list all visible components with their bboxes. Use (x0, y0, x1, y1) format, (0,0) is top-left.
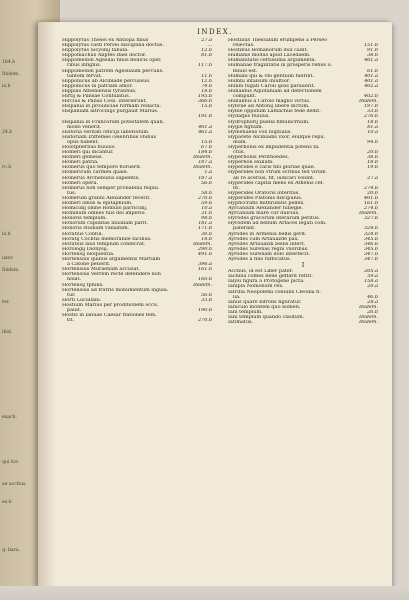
index-entry-reference: 74.b (201, 83, 212, 89)
index-entry-reference: 20.b (367, 190, 378, 196)
index-entry-text: Hippolytus Sicyonij fabula. (62, 48, 129, 54)
index-entry-text: Hyperides non vtrum scribus fed virum (228, 170, 326, 176)
index-entry-text: Hyperbolus Perithoedes. (228, 155, 290, 161)
index-entry-text: Honoris templum. (62, 216, 107, 222)
index-entry-reference: 171.b (197, 226, 212, 232)
index-entry-text: Hortensius quibus argumentis Martiam (62, 257, 161, 263)
index-entry-text: Humanitatis certissima argumenta. (228, 58, 317, 64)
index-entry (228, 320, 378, 325)
index-entry-text: opus habent. (67, 139, 100, 145)
index-entry-text: Homeri omus & epitaphium. (62, 201, 133, 206)
index-entry-reference: 19.b (367, 165, 378, 171)
index-entry-text: a Catone petierit. (67, 262, 111, 268)
index-entry-reference: 401.a (364, 58, 378, 64)
index-entry-text: Iachina comes bene geffarit rettit. (228, 274, 313, 280)
facing-page-fragment: ez.b (2, 500, 12, 505)
index-entry-reference: 38.b (367, 53, 378, 59)
index-entry-reference: Ibidem. (193, 165, 212, 171)
index-entry-text: Acchus, id est Liber pater. (228, 269, 294, 275)
index-entry-text: Homerus Archebulus sapientis. (62, 175, 140, 181)
index-entry-reference: 15.b (201, 139, 212, 145)
index-entry-reference: 190.b (197, 307, 212, 313)
index-entry-reference: 324.b (363, 231, 378, 237)
facing-page-fragment: exach. (2, 415, 18, 420)
index-entry-text: Honoris studium vanadum. (62, 226, 130, 232)
index-entry-reference: 161.b (363, 201, 378, 206)
index-entry-reference: 18.b (367, 119, 378, 125)
index-entry-reference: 491.b (197, 251, 212, 257)
index-entry-text: Homerus quo tempore floruerit. (62, 165, 142, 171)
index-entry-text: Hydafpis fluuius. (228, 114, 270, 120)
index-entry-reference: 401.b (363, 195, 378, 201)
index-entry-reference: 274.b (363, 185, 378, 191)
index-entry-reference: 324.b (363, 226, 378, 232)
index-entry-reference: 67.b (201, 144, 212, 150)
index-entry-reference: 61.b (367, 68, 378, 74)
index-entry-text: Iatimatus. (228, 320, 254, 326)
index-entry-text: Humani qui & vbi gentium fuerint. (228, 73, 315, 79)
index-entry-reference: 187.a (198, 175, 212, 181)
index-entry (62, 318, 212, 323)
running-head: INDEX. (197, 28, 233, 36)
facing-page-fragment: Ibidem. (2, 268, 20, 273)
index-entry-text: Homerum granni Alexander fecerit. (62, 195, 151, 201)
index-entry-reference: 347.b (363, 251, 378, 257)
index-entry-text: bliuio est. (233, 68, 258, 74)
index-entry-text: Iani templum. (228, 309, 263, 315)
index-entry-text: reiectus. (233, 43, 255, 49)
index-entry-text: Homeri opera. (62, 180, 98, 186)
index-entry-reference: 58.b (201, 190, 212, 196)
index-entry-reference: 33.b (201, 297, 212, 303)
index-entry-text: Hippomedon patrem Agesilaum perculis. (62, 68, 164, 74)
index-entry-text: Iatrifia Neopolemi coniunx Cleodai fi. (228, 289, 321, 295)
index-entry-text: Homicidij omne Romulo parricidij. (62, 206, 148, 212)
scan-bottom-margin (0, 586, 409, 600)
index-entry-reference: 56.b (201, 180, 212, 186)
index-entry-text: Hominum omnes fuis dei imperio. (62, 211, 146, 217)
index-entry-text: Hyrodes gracorum literarum peritus. (228, 216, 321, 222)
index-entry-text: Ianiculo montem quo nomen. (228, 304, 301, 310)
index-entry-reference: 91.b (367, 48, 378, 54)
index-entry-text: Humni infalsum iniultior. (228, 78, 290, 84)
index-entry-text: Historiam Iriftemes celebribus vbibus (62, 134, 157, 140)
index-entry-text: Ialysi figura a Protogene picta. (228, 279, 305, 285)
index-entry-reference: 191.b (197, 114, 212, 120)
index-entry-reference: Ibidem. (193, 241, 212, 247)
index-entry-text: Hyperides capitis mens ex Athenis cef. (228, 180, 324, 186)
index-entry-text: Ayrodes Artauazdi bellis infert. (228, 241, 306, 247)
facing-page-fragment: 184.b (2, 60, 16, 65)
index-entry-text: Hircius & Pansa Coss. interierunt. (62, 99, 148, 105)
index-entry-reference: Ibidem. (359, 304, 378, 310)
index-entry-reference: 27.a (201, 38, 212, 43)
facing-page-fragment: qui fce. (2, 460, 20, 465)
index-entry-reference: 290.b (197, 246, 212, 252)
index-entry-reference: 10.a (367, 129, 378, 135)
index-entry-text: ribus infignis. (67, 63, 102, 69)
index-entry-text: ctus. (233, 150, 245, 156)
index-entry-text: Hyparete Alcibiadis vxor, eiufque repu. (228, 134, 326, 140)
index-entry-text: Ayrodes Surenam dolo interfecit. (228, 251, 311, 257)
index-page (38, 22, 392, 588)
index-entry-text: Homeri gemeus. (62, 155, 103, 161)
index-entry-reference: 345.b (363, 246, 378, 252)
facing-page-fragment: ix.b (2, 84, 11, 89)
index-entry-reference: 12.b (201, 78, 212, 84)
index-entry-reference: 270.b (197, 195, 212, 201)
index-entry-text: Ayrcanium mare cur dulcius. (228, 211, 300, 217)
facing-page-fragment: Ibidem. (2, 72, 20, 77)
index-entry-reference: 12.b (201, 48, 212, 54)
index-entry-reference: ... (207, 43, 212, 49)
index-entry-reference: 20.a (367, 284, 378, 290)
index-entry-text: Hortensij eloquentia. (62, 251, 115, 257)
index-entry-text: Hyperides e caris fibi gloriae quae. (228, 165, 316, 171)
index-entry-reference: 46.b (367, 294, 378, 300)
facing-page-fragment: ibid. (2, 330, 13, 335)
index-entry-reference: 347.b (363, 257, 378, 263)
index-entry-reference: 327.b (363, 216, 378, 222)
index-entry-text: Hygie fignum. (228, 124, 264, 130)
index-entry-text: Humanis modus apud Lacedaem. (228, 53, 311, 59)
index-entry-reference: 205.a (364, 269, 378, 275)
index-entry-text: Honorum cupiditas inuidiam parit. (62, 221, 148, 227)
index-entry-text: Hymenaeus vox nuptialis. (228, 129, 292, 135)
facing-page-fragment: ter. (2, 300, 10, 305)
index-entry-text: Horatij Coclitis memorabile facinus. (62, 236, 152, 242)
index-entry-reference: 18.b (201, 88, 212, 94)
index-entry-text: Homeri qui dicantur. (62, 150, 114, 156)
facing-page-fragment: rc.b (2, 165, 12, 170)
index-entry-text: Ayrodes Surenas regni vxoribus. (228, 246, 309, 252)
index-entry-text: lia. (233, 294, 241, 300)
index-entry-text: Hippomachus Aliptes Ifaei doctor. (62, 53, 147, 59)
index-entry-reference: 401.a (364, 73, 378, 79)
index-entry-text: Hipponicus ab Alcibiade percussus. (62, 78, 151, 84)
index-entry-text: Hispania in Francorum potestatem quan. (62, 119, 165, 125)
index-entry-reference: 59.a (367, 274, 378, 280)
index-entry-text: Hyble oppidum Lamachus fede dedit. (228, 109, 321, 115)
index-entry-reference: Ibidem. (193, 155, 212, 161)
facing-page-fragment: 24.b (2, 130, 13, 135)
index-entry-text: Hortensius ad fratris monumentum ingula. (62, 287, 169, 293)
index-entry-reference: 151.b (363, 43, 378, 49)
index-entry-reference: 18.b (201, 236, 212, 242)
index-entry-text: modo venerit. (67, 124, 102, 130)
index-entry-text: Holotphernus fluuius. (62, 144, 116, 150)
index-entry-text: Hostibus Romanorum dux cadit. (228, 48, 309, 54)
facing-page-fragment: ae accitus. (2, 482, 27, 487)
index-entry-text: Ayrcanium Alexander fubegie. (228, 206, 304, 212)
index-entry-text: Hunaldus a Carolo magno victus. (228, 99, 311, 105)
index-entry-text: Ayrodes a filio fuffocatus. (228, 257, 292, 263)
index-entry-reference: 117.b (197, 63, 212, 69)
index-entry-text: paferant. (233, 226, 256, 232)
index-entry-text: Hortensius Verrem recte defendere non (62, 272, 161, 278)
index-entry-reference: 197.b (363, 104, 378, 110)
index-entry-reference: 160.b (197, 277, 212, 283)
index-entry-text: fit. (233, 185, 240, 191)
index-entry-text: Hostium Marius per proditionem occu. (62, 302, 159, 308)
index-entry-reference: Ibidem. (359, 320, 378, 326)
index-entry-text: Hippolytus casti Persei disciplina doctus. (62, 43, 164, 49)
index-entry-text: compulit. (233, 94, 257, 100)
index-entry-reference: 461.a (198, 129, 212, 135)
index-entry-reference: 56.b (201, 292, 212, 298)
index-entry-text: Hyperides Oratoris interitus. (228, 190, 300, 196)
index-entry-text: Hippolytus Thesei ex Antiopa filius (62, 38, 149, 43)
index-entry-reference: 396.a (198, 262, 212, 268)
index-entry-text: Hostis in lanuae Caesar ftationes fem. (62, 313, 157, 319)
index-entry-reference: 158.a (364, 279, 378, 285)
index-entry-text: Historia veritati officijs laboriofum. (62, 129, 150, 135)
index-entry-text: Hispania in prouinciae formam redacta. (62, 104, 162, 110)
index-entry-text: Horatius laus templum confecrat. (62, 241, 146, 247)
index-entry-reference: 274.b (363, 206, 378, 212)
index-entry-text: Humanae fragilitatis in prosperis rebus o. (228, 63, 333, 69)
index-entry-text: Hispaniam latrocinijs purgauit Marius. (62, 109, 159, 115)
index-entry-reference: 59.b (201, 201, 212, 206)
index-entry-text: tus. (67, 190, 77, 196)
index-entry-text: Hunni fugati Caroli ipsis parauerit. (228, 83, 316, 89)
index-entry-text: pauit. (67, 307, 82, 313)
index-entry-text: Iani templum quando claufum. (228, 314, 305, 320)
index-entry-reference: 401.a (198, 124, 212, 130)
index-entry-text: tantem fervat. (67, 73, 103, 79)
index-entry-text: Hostilius Thessalum erumpens a Perseo (228, 38, 328, 43)
index-entry-reference: 402.a (364, 83, 378, 89)
index-entry-text: Hortensij fphinx. (62, 282, 104, 288)
index-entry-text: Hybrae ad Antonij libere dictum. (228, 104, 310, 110)
index-entry-reference: 81.a (367, 124, 378, 130)
index-entry-text: Ianipla Nomonum rex. (228, 284, 284, 290)
index-entry-text: tit. (67, 318, 75, 324)
index-entry-text: Hyperides Platonis difcipulus. (228, 195, 303, 201)
facing-page-fragment: uxor. (2, 256, 14, 261)
index-column-right (228, 38, 378, 325)
facing-page-fragment: ix.b (2, 232, 11, 237)
index-entry-reference: 195.b (197, 94, 212, 100)
index-entry-text: ab re acerius, fit, iudicari volunt. (233, 175, 315, 181)
index-entry-text: Homerus non semper probabilia fequu. (62, 185, 160, 191)
index-entry-text: Hortensius Muraenam accusat. (62, 267, 140, 273)
index-letter-heading: I (301, 262, 305, 270)
index-entry-reference: 366.b (197, 99, 212, 105)
index-entry-text: Ayrodes in Armenia bellis gerit. (228, 231, 307, 237)
index-entry-text: Hypficcrafis mithridatis pellex. (228, 201, 305, 206)
index-entry-text: Horatius Conful. (62, 231, 104, 237)
index-entry-text: Hippomedon Agesilai filius bellicis oper. (62, 58, 162, 64)
index-entry-text: Homeri patria. (62, 160, 99, 166)
index-entry-reference: 98.b (201, 216, 212, 222)
index-entry-reference: Ibidem. (359, 211, 378, 217)
index-entry-reference: 31.b (201, 211, 212, 217)
index-entry-text: Ayrodes cum Artauazde pax. (228, 236, 299, 242)
facing-page-fragment: q: bara. (2, 548, 21, 553)
index-entry-reference: 187.a (198, 160, 212, 166)
index-entry-text: Hippias Atheniensis tyrannus. (62, 88, 137, 94)
index-entry-text: Hydrophorij puella fimulacrhum. (228, 119, 310, 125)
index-entry-reference: 94.b (367, 139, 378, 145)
index-entry-reference: 276.b (363, 114, 378, 120)
index-entry-reference: 33.b (367, 109, 378, 115)
index-entry-text: Homericum carmen quale. (62, 170, 129, 176)
index-entry-text: dium. (233, 139, 248, 145)
index-entry-reference: 30.b (201, 231, 212, 237)
index-entry-reference: Ibidem. (193, 282, 212, 288)
index-entry-reference: 402.b (363, 94, 378, 100)
index-entry-reference: 345.b (363, 236, 378, 242)
index-entry-reference: 346.b (363, 241, 378, 247)
index-entry-reference: 81.b (201, 53, 212, 59)
index-entry-reference: 18.b (367, 160, 378, 166)
index-entry-reference: 401.a (364, 78, 378, 84)
index-entry-reference: 184.b (197, 150, 212, 156)
index-column-left (62, 38, 212, 323)
index-entry-text: Hyperbolus ex impudentia potens fa. (228, 144, 320, 150)
index-entry-reference: 27.a (367, 175, 378, 181)
index-entry-text: nolat. (67, 277, 82, 283)
index-entry-text: Horti Lucullani. (62, 297, 102, 303)
index-entry-reference: 28.a (367, 299, 378, 305)
index-entry-reference: 10.a (201, 206, 212, 212)
index-entry-text: Hyrodem ad bellum Arfaces legati com. (228, 221, 327, 227)
index-entry-reference: 270.b (197, 318, 212, 324)
index-entry-reference: 38.b (367, 155, 378, 161)
index-entry-reference: 26.b (367, 309, 378, 315)
index-entry-text: tur. (67, 292, 76, 298)
index-entry-reference: Ibidem. (359, 99, 378, 105)
index-entry-text: Hunaldus Aquitaniam ad defectionem (228, 88, 322, 94)
index-entry-reference: 15.b (201, 104, 212, 110)
index-entry-reference: 11.b (201, 73, 212, 79)
index-entry-reference: 20.b (367, 150, 378, 156)
index-entry-reference: 181.a (198, 221, 212, 227)
index-entry-reference: 1.a (204, 170, 212, 176)
index-entry-text: Ianus quare bifrons figuratur. (228, 299, 302, 305)
index-entry-reference: Ibidem. (359, 314, 378, 320)
index-entry-text: Hipponicus in patriam amor. (62, 83, 133, 89)
index-entry-text: Hirtij & Pansae Confulatus. (62, 94, 131, 100)
index-entry-text: Horologij Dionysij. (62, 246, 109, 252)
index-entry-reference: 161.b (197, 267, 212, 273)
index-entry-text: Hyperboli exilium. (228, 160, 274, 166)
